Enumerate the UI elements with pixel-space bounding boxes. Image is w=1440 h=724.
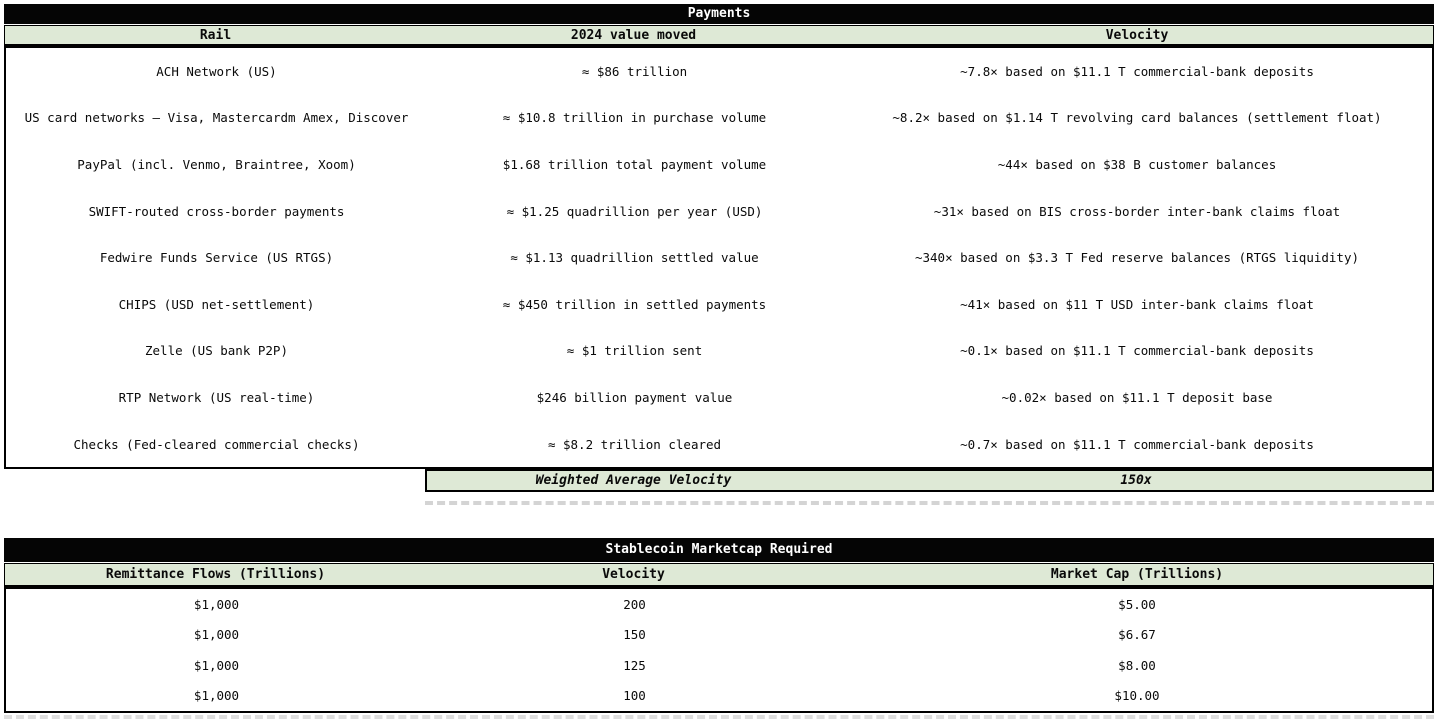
column-header-velocity: Velocity — [602, 567, 665, 582]
table-cell: $6.67 — [1118, 627, 1156, 643]
table-cell: ~0.7× based on $11.1 T commercial-bank deposits — [960, 436, 1314, 452]
stablecoin-table-header-row — [4, 563, 1434, 589]
column-header-market-cap: Market Cap (Trillions) — [1050, 567, 1224, 582]
table-row — [6, 681, 1432, 712]
payments-table-body — [4, 48, 1434, 469]
table-row — [6, 48, 1432, 95]
table-cell: ~7.8× based on $11.1 T commercial-bank deposits — [960, 63, 1314, 79]
table-cell: $1.68 trillion total payment volume — [502, 156, 767, 172]
table-cell: Fedwire Funds Service (US RTGS) — [99, 250, 334, 266]
table-cell: 150 — [623, 627, 646, 643]
table-cell: ~41× based on $11 T USD inter-bank claims float — [960, 296, 1314, 312]
weighted-average-velocity-row — [425, 469, 1434, 492]
table-cell: $1,000 — [193, 688, 240, 704]
table-cell: SWIFT-routed cross-border payments — [88, 203, 345, 219]
column-header-2024-value-moved: 2024 value moved — [570, 27, 697, 43]
column-header-rail: Rail — [199, 27, 232, 43]
table-cell: $1,000 — [193, 627, 240, 643]
table-row — [6, 620, 1432, 651]
table-cell: RTP Network (US real-time) — [118, 389, 315, 405]
table-cell: ~340× based on $3.3 T Fed reserve balances (RTGS liquidity) — [914, 250, 1359, 266]
table-cell: $1,000 — [193, 657, 240, 673]
table-row — [6, 234, 1432, 281]
table-cell: ≈ $1.13 quadrillion settled value — [510, 250, 759, 266]
table-cell: $246 billion payment value — [536, 389, 733, 405]
weighted-average-velocity-value: 150x — [1120, 473, 1152, 489]
table-cell: 200 — [623, 596, 646, 612]
table-row — [6, 328, 1432, 375]
table-cell: $1,000 — [193, 596, 240, 612]
table-cell: ~31× based on BIS cross-border inter-bank claims float — [933, 203, 1341, 219]
table-cell: ≈ $450 trillion in settled payments — [502, 296, 767, 312]
payments-table-title: Payments — [4, 4, 1434, 24]
table-cell: 125 — [623, 657, 646, 673]
table-row — [6, 650, 1432, 681]
table-cell: Checks (Fed-cleared commercial checks) — [73, 436, 360, 452]
footer-divider — [425, 501, 1434, 505]
table-cell: $5.00 — [1118, 596, 1156, 612]
table-cell: $8.00 — [1118, 657, 1156, 673]
table-row — [6, 141, 1432, 188]
table-cell: US card networks – Visa, Mastercardm Amex, Discover — [24, 110, 409, 126]
table-cell: ~8.2× based on $1.14 T revolving card balances (settlement float) — [892, 110, 1382, 126]
stablecoin-marketcap-table — [4, 538, 1434, 719]
table-cell: $10.00 — [1114, 688, 1160, 704]
column-header-velocity: Velocity — [1105, 27, 1169, 43]
stablecoin-table-body — [4, 589, 1434, 713]
table-row — [6, 95, 1432, 142]
weighted-average-velocity-label: Weighted Average Velocity — [535, 473, 732, 489]
column-header-remittance-flows: Remittance Flows (Trillions) — [105, 567, 326, 582]
payments-table-header-row — [4, 25, 1434, 48]
bottom-divider — [4, 715, 1434, 719]
table-cell: ACH Network (US) — [156, 63, 277, 79]
stablecoin-table-title: Stablecoin Marketcap Required — [4, 538, 1434, 562]
table-cell: PayPal (incl. Venmo, Braintree, Xoom) — [77, 156, 356, 172]
table-row — [6, 188, 1432, 235]
table-cell: ≈ $1.25 quadrillion per year (USD) — [506, 203, 763, 219]
table-row — [6, 281, 1432, 328]
table-cell: CHIPS (USD net-settlement) — [118, 296, 315, 312]
table-cell: ≈ $86 trillion — [581, 63, 688, 79]
table-cell: ~44× based on $38 B customer balances — [997, 156, 1277, 172]
table-cell: 100 — [623, 688, 646, 704]
table-row — [6, 589, 1432, 620]
table-cell: Zelle (US bank P2P) — [145, 343, 288, 359]
payments-table — [4, 4, 1434, 505]
table-cell: ≈ $10.8 trillion in purchase volume — [502, 110, 767, 126]
table-row — [6, 374, 1432, 421]
table-cell: ≈ $8.2 trillion cleared — [547, 436, 722, 452]
table-cell: ≈ $1 trillion sent — [566, 343, 703, 359]
table-row — [6, 421, 1432, 468]
table-cell: ~0.1× based on $11.1 T commercial-bank deposits — [960, 343, 1314, 359]
table-cell: ~0.02× based on $11.1 T deposit base — [1001, 389, 1273, 405]
